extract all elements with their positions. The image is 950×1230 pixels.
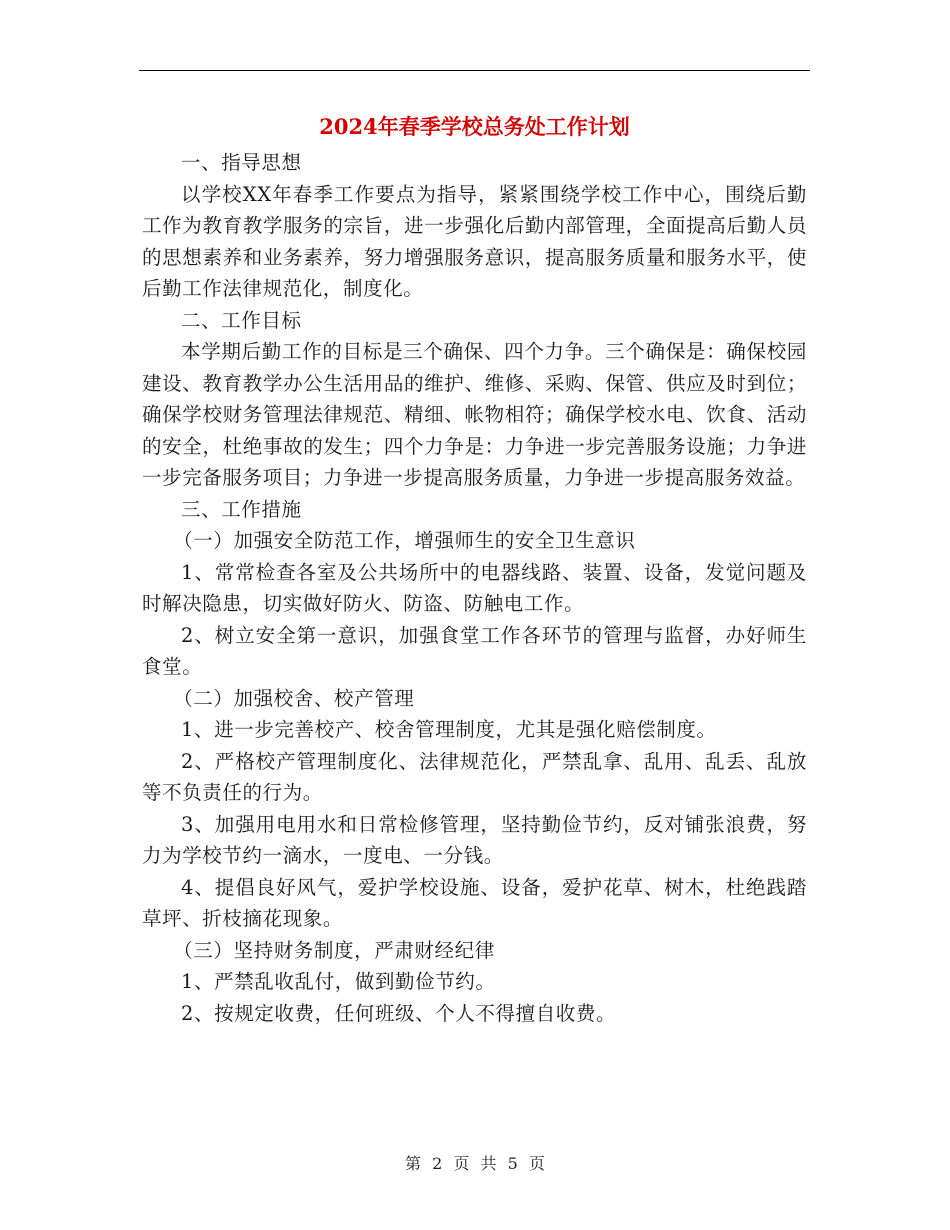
list-item: 1、常常检查各室及公共场所中的电器线路、装置、设备，发觉问题及时解决隐患，切实做好防火、防盗、防触电工作。 [142,560,807,615]
header-rule [139,70,810,71]
total-label: 共 [480,1154,497,1173]
current-page-number: 2 [432,1154,443,1173]
page-footer [0,1152,950,1176]
subsection-heading-finance: （三）坚持财务制度，严肃财经纪律 [173,938,495,962]
list-item: 4、提倡良好风气，爱护学校设施、设备，爱护花草、树木，杜绝践踏草坪、折枝摘花现象。 [142,875,807,930]
list-item: 2、树立安全第一意识，加强食堂工作各环节的管理与监督，办好师生食堂。 [142,623,807,678]
paragraph-work-goals: 本学期后勤工作的目标是三个确保、四个力争。三个确保是：确保校园建设、教育教学办公生活用品的维护、维修、采购、保管、供应及时到位；确保学校财务管理法律规范、精细、帐物相符；确保学校水电、饮食、活动的安全，杜绝事故的发生；四个力争是：力争进一步完善服务设施；力争进一步完备服务项目；力争进一步提高服务质量，力争进一步提高服务效益。 [142,340,807,489]
list-item: 2、严格校产管理制度化、法律规范化，严禁乱拿、乱用、乱丢、乱放等不负责任的行为。 [142,749,807,804]
list-item: 1、严禁乱收乱付，做到勤俭节约。 [181,970,496,993]
list-item: 3、加强用电用水和日常检修管理，坚持勤俭节约，反对铺张浪费，努力为学校节约一滴水，一度电、一分钱。 [142,812,807,867]
document-body [142,147,807,1029]
list-item: 2、按规定收费，任何班级、个人不得擅自收费。 [181,1001,617,1025]
paragraph-guiding-thought: 以学校XX年春季工作要点为指导，紧紧围绕学校工作中心，围绕后勤工作为教育教学服务的宗旨，进一步强化后勤内部管理，全面提高后勤人员的思想素养和业务素养，努力增强服务意识，提高服务质量和服务水平，使后勤工作法律规范化，制度化。 [142,182,807,300]
subsection-heading-safety: （一）加强安全防范工作，增强师生的安全卫生意识 [173,529,636,552]
page-label-prefix: 第 [405,1154,422,1173]
section-heading-guiding-thought: 一、指导思想 [181,151,302,174]
document-title: 2024年春季学校总务处工作计划 [319,114,630,139]
page-label-suffix: 页 [528,1154,545,1173]
list-item: 1、进一步完善校产、校舍管理制度，尤其是强化赔偿制度。 [181,718,717,741]
page-label-mid: 页 [453,1154,470,1173]
total-page-count: 5 [507,1154,518,1173]
section-heading-work-goals: 二、工作目标 [181,308,302,332]
section-heading-work-measures: 三、工作措施 [181,497,302,521]
subsection-heading-property: （二）加强校舍、校产管理 [173,686,415,710]
